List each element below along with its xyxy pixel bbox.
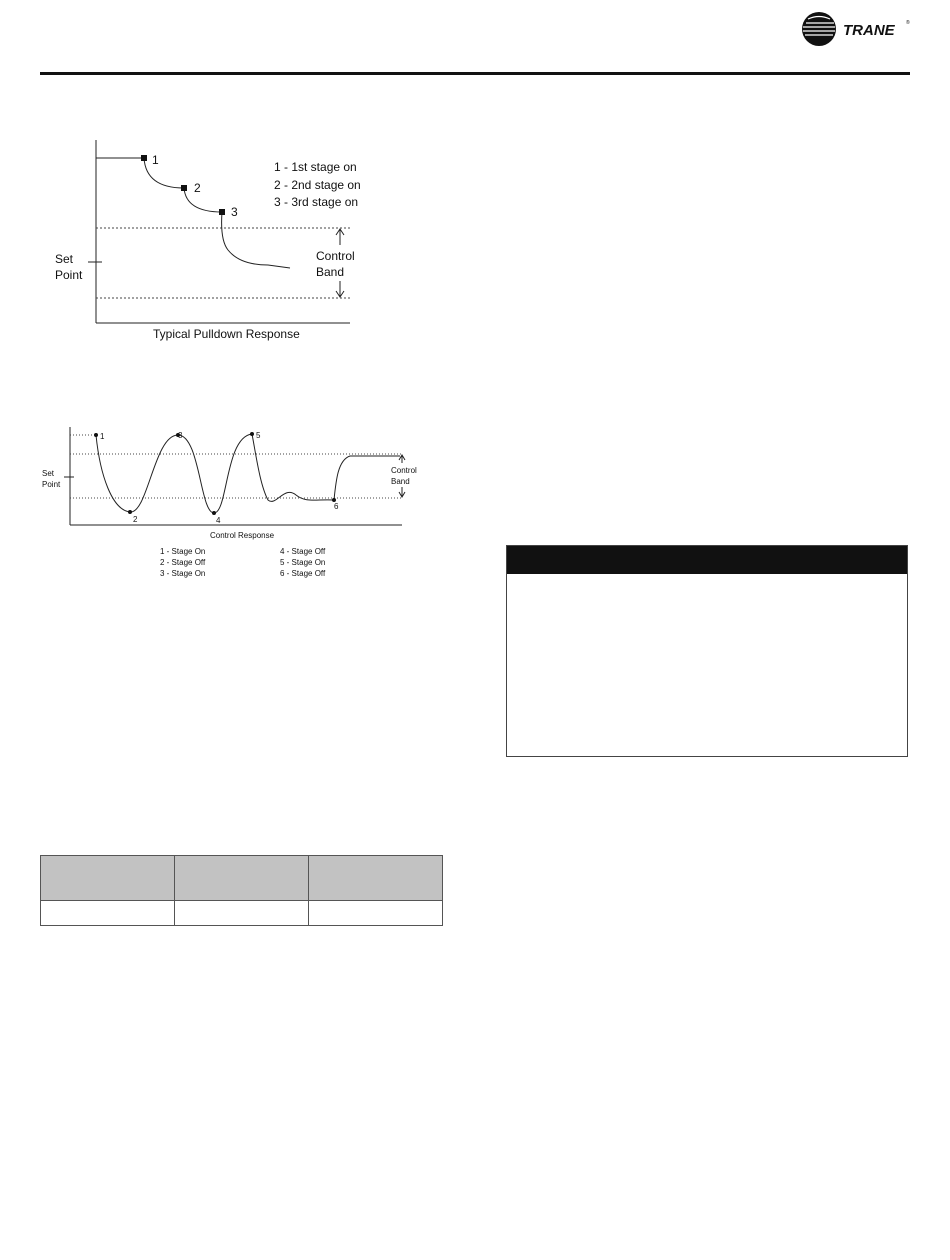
- legend-left-1: 1 - Stage On: [160, 547, 206, 556]
- pulldown-response-figure: [50, 140, 380, 350]
- point-1-label: 1: [100, 432, 105, 441]
- point-2-marker: [181, 185, 187, 191]
- legend-line-3: 3 - 3rd stage on: [274, 195, 359, 209]
- control-response-figure: [40, 425, 440, 585]
- trane-logo: [800, 10, 912, 48]
- legend-right-1: 4 - Stage Off: [280, 547, 326, 556]
- table-cell: [175, 901, 309, 926]
- point-2-marker: [128, 510, 132, 514]
- point-2-label: 2: [194, 181, 201, 195]
- table-header-cell: [309, 856, 443, 901]
- set-label-line1: Set: [55, 252, 74, 266]
- point-2-label: 2: [133, 515, 138, 524]
- legend-left-2: 2 - Stage Off: [160, 558, 206, 567]
- table-header-cell: [175, 856, 309, 901]
- band-label-line2: Band: [391, 477, 410, 486]
- set-label-line2: Point: [55, 268, 83, 282]
- legend-line-1: 1 - 1st stage on: [274, 160, 357, 174]
- header-rule: [40, 72, 910, 75]
- legend-right-2: 5 - Stage On: [280, 558, 326, 567]
- note-box: [506, 545, 908, 757]
- table-header-cell: [41, 856, 175, 901]
- point-3-marker: [219, 209, 225, 215]
- figure2-caption: Control Response: [210, 531, 275, 540]
- pulldown-curve: [96, 158, 290, 268]
- brand-wordmark: TRANE: [843, 22, 895, 39]
- point-5-marker: [250, 432, 254, 436]
- legend-line-2: 2 - 2nd stage on: [274, 178, 361, 192]
- point-4-marker: [212, 511, 216, 515]
- point-3-label: 3: [178, 431, 183, 440]
- table-cell: [41, 901, 175, 926]
- point-5-label: 5: [256, 431, 261, 440]
- set-label-line2: Point: [42, 480, 61, 489]
- legend-right-3: 6 - Stage Off: [280, 569, 326, 578]
- table-header-row: [41, 856, 443, 901]
- point-1-label: 1: [152, 153, 159, 167]
- trane-globe-icon: [802, 12, 836, 46]
- band-label-line2: Band: [316, 265, 345, 279]
- band-label-line1: Control: [316, 249, 355, 263]
- point-6-label: 6: [334, 502, 339, 511]
- set-label-line1: Set: [42, 469, 55, 478]
- point-4-label: 4: [216, 516, 221, 525]
- point-1-marker: [94, 433, 98, 437]
- point-1-marker: [141, 155, 147, 161]
- note-header-bar: [507, 546, 907, 574]
- legend-left-3: 3 - Stage On: [160, 569, 206, 578]
- point-3-label: 3: [231, 205, 238, 219]
- figure1-caption: Typical Pulldown Response: [153, 327, 300, 341]
- table-cell: [309, 901, 443, 926]
- svg-text:®: ®: [906, 20, 910, 26]
- table-row: [41, 901, 443, 926]
- band-label-line1: Control: [391, 466, 417, 475]
- control-curve: [96, 434, 400, 513]
- data-table: [40, 855, 443, 926]
